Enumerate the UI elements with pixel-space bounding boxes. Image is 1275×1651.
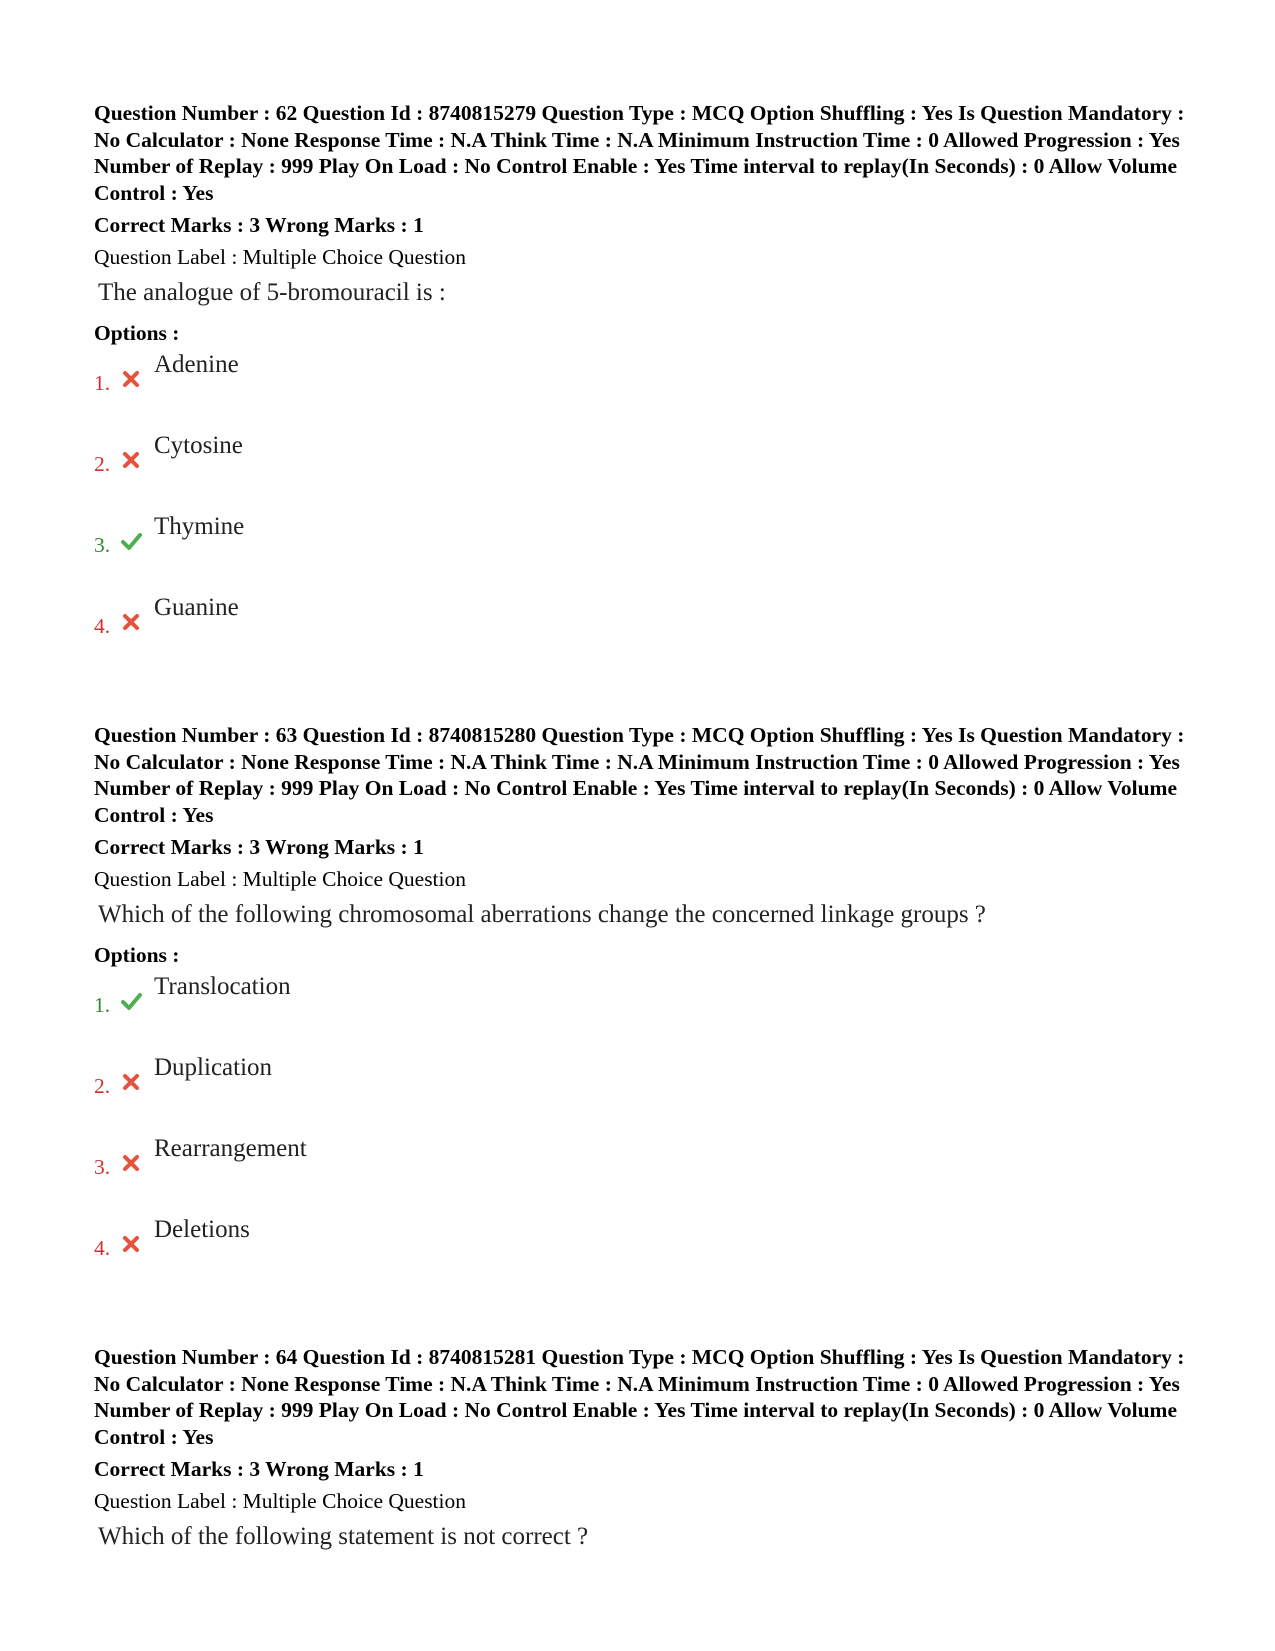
option-number: 4.	[94, 614, 111, 638]
options-list	[94, 968, 1194, 1292]
option-item	[94, 589, 1194, 670]
cross-icon	[120, 611, 142, 633]
option-number: 3.	[94, 1155, 111, 1179]
option-text: Deletions	[154, 1216, 250, 1243]
question-meta: Question Number : 63 Question Id : 8740815280 Question Type : MCQ Option Shuffling : Yes Is Question Mandatory : No Calculator : None Response Time : N.A Think Time : N.A Minimum Instruction Time : 0 Allowed Progression : Yes Number of Replay : 999 Play On Load : No Control Enable : Yes Time interval to replay(In Seconds) : 0 Allow Volume Control : Yes	[94, 723, 1185, 827]
option-text: Rearrangement	[154, 1135, 307, 1162]
option-number: 1.	[94, 371, 111, 395]
question-label: Question Label : Multiple Choice Question	[94, 867, 467, 891]
option-number: 2.	[94, 452, 111, 476]
option-text: Cytosine	[154, 432, 243, 459]
option-text: Duplication	[154, 1054, 273, 1081]
cross-icon	[120, 1152, 142, 1174]
option-item	[94, 1049, 1194, 1130]
option-item	[94, 346, 1194, 427]
option-number: 2.	[94, 1074, 111, 1098]
option-item	[94, 427, 1194, 508]
option-text: Translocation	[154, 973, 291, 1000]
cross-icon	[120, 449, 142, 471]
option-text: Guanine	[154, 594, 239, 621]
question-marks: Correct Marks : 3 Wrong Marks : 1	[94, 835, 424, 859]
question-label: Question Label : Multiple Choice Question	[94, 1489, 467, 1513]
question-text: The analogue of 5-bromouracil is :	[98, 279, 446, 306]
document-page	[94, 100, 1194, 1552]
question-64	[94, 1344, 1194, 1552]
option-text: Thymine	[154, 513, 245, 540]
cross-icon	[120, 368, 142, 390]
options-title: Options :	[94, 943, 180, 967]
question-meta: Question Number : 64 Question Id : 8740815281 Question Type : MCQ Option Shuffling : Yes Is Question Mandatory : No Calculator : None Response Time : N.A Think Time : N.A Minimum Instruction Time : 0 Allowed Progression : Yes Number of Replay : 999 Play On Load : No Control Enable : Yes Time interval to replay(In Seconds) : 0 Allow Volume Control : Yes	[94, 1345, 1185, 1449]
check-icon	[120, 530, 142, 552]
option-number: 3.	[94, 533, 111, 557]
question-marks: Correct Marks : 3 Wrong Marks : 1	[94, 1457, 424, 1481]
question-text: Which of the following chromosomal aberrations change the concerned linkage groups ?	[98, 901, 986, 928]
question-text: Which of the following statement is not correct ?	[98, 1523, 589, 1550]
options-title: Options :	[94, 321, 180, 345]
option-number: 1.	[94, 993, 111, 1017]
option-text: Adenine	[154, 351, 239, 378]
cross-icon	[120, 1071, 142, 1093]
option-item	[94, 968, 1194, 1049]
option-number: 4.	[94, 1236, 111, 1260]
option-item	[94, 1130, 1194, 1211]
option-item	[94, 1211, 1194, 1292]
question-62	[94, 100, 1194, 670]
question-meta: Question Number : 62 Question Id : 8740815279 Question Type : MCQ Option Shuffling : Yes Is Question Mandatory : No Calculator : None Response Time : N.A Think Time : N.A Minimum Instruction Time : 0 Allowed Progression : Yes Number of Replay : 999 Play On Load : No Control Enable : Yes Time interval to replay(In Seconds) : 0 Allow Volume Control : Yes	[94, 101, 1185, 205]
option-item	[94, 508, 1194, 589]
check-icon	[120, 990, 142, 1012]
question-marks: Correct Marks : 3 Wrong Marks : 1	[94, 213, 424, 237]
question-label: Question Label : Multiple Choice Question	[94, 245, 467, 269]
options-list	[94, 346, 1194, 670]
question-63	[94, 722, 1194, 1292]
cross-icon	[120, 1233, 142, 1255]
